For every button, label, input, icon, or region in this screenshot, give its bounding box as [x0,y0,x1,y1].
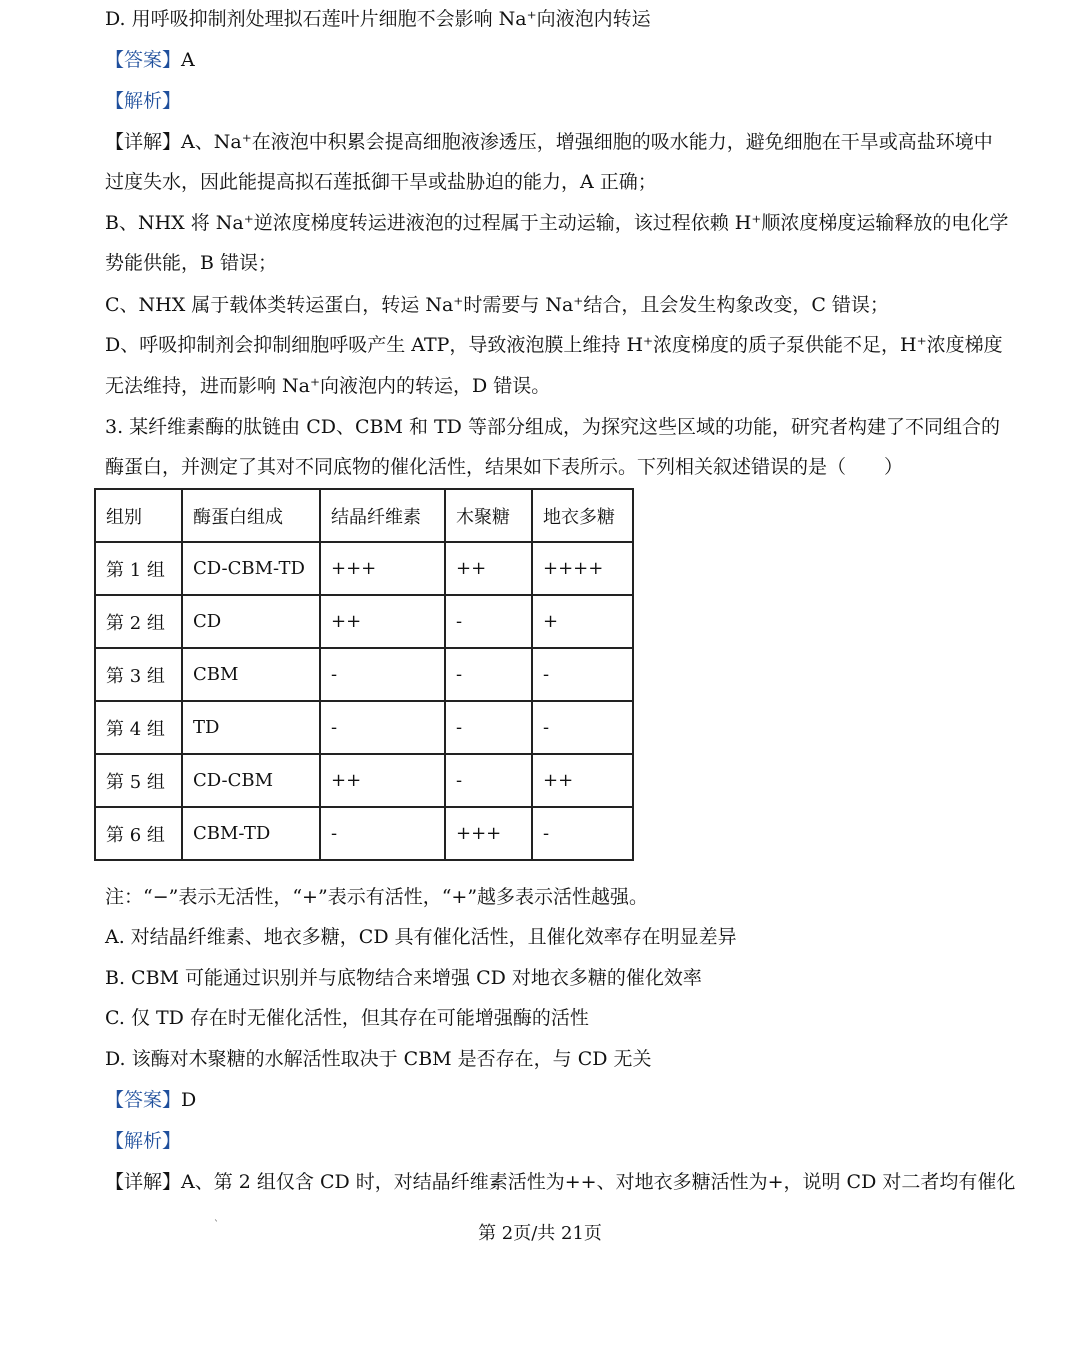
table-cell: ++ [320,754,445,807]
analysis-heading-1: 【解析】 [105,90,182,112]
table-row [95,595,633,648]
table-cell: 第 6 组 [95,807,182,860]
table-cell: ++++ [532,542,633,595]
option-b: B. CBM 可能通过识别并与底物结合来增强 CD 对地衣多糖的催化效率 [105,967,702,989]
answer-label: 【答案】 [105,1089,182,1111]
detail-text: A、第 2 组仅含 CD 时，对结晶纤维素活性为++、对地衣多糖活性为+，说明 CD 对二者均有催化 [181,1171,1016,1193]
table-cell: - [320,648,445,701]
table-cell: - [532,807,633,860]
activity-table [94,488,634,861]
table-cell: - [445,701,532,754]
table-header-cell: 地衣多糖 [532,489,633,542]
table-cell: - [320,807,445,860]
table-cell: ++ [532,754,633,807]
table-cell: 第 5 组 [95,754,182,807]
answer-label: 【答案】 [105,49,182,71]
detail-1-line-7: 无法维持，进而影响 Na⁺向液泡内的转运，D 错误。 [105,375,551,397]
analysis-heading-2: 【解析】 [105,1130,182,1152]
table-cell: ++ [320,595,445,648]
table-row [95,807,633,860]
page-number: 第 2页/共 21页 [478,1223,602,1244]
table-cell: 第 1 组 [95,542,182,595]
option-c: C. 仅 TD 存在时无催化活性，但其存在可能增强酶的活性 [105,1007,589,1029]
detail-1-line-5: C、NHX 属于载体类转运蛋白，转运 Na⁺时需要与 Na⁺结合，且会发生构象改变，C 错误； [105,294,889,316]
detail-1-line-2: 过度失水，因此能提高拟石莲抵御干旱或盐胁迫的能力，A 正确； [105,171,657,193]
question-3-line-1: 3. 某纤维素酶的肽链由 CD、CBM 和 TD 等部分组成，为探究这些区域的功能，研究者构建了不同组合的 [105,416,1000,438]
table-cell: - [532,648,633,701]
option-d: D. 该酶对木聚糖的水解活性取决于 CBM 是否存在，与 CD 无关 [105,1048,652,1070]
detail-2-line-1 [105,1169,1015,1195]
question-3-line-2: 酶蛋白，并测定了其对不同底物的催化活性，结果如下表所示。下列相关叙述错误的是（ ） [105,456,904,478]
table-note: 注：“−”表示无活性，“+”表示有活性，“+”越多表示活性越强。 [105,886,649,908]
table-cell: +++ [320,542,445,595]
detail-text: A、Na⁺在液泡中积累会提高细胞液渗透压，增强细胞的吸水能力，避免细胞在干旱或高盐环境中 [181,131,993,153]
answer-2 [105,1087,196,1113]
table-cell: - [532,701,633,754]
table-cell: - [445,595,532,648]
detail-label: 【详解】 [105,1171,182,1193]
table-row [95,648,633,701]
table-cell: CD [182,595,320,648]
table-cell: 第 3 组 [95,648,182,701]
table-cell: CBM-TD [182,807,320,860]
table-header-row [95,489,633,542]
table-header-cell: 组别 [95,489,182,542]
answer-value: D [181,1089,197,1111]
table-cell: - [445,754,532,807]
answer-1 [105,47,195,73]
table-cell: - [445,648,532,701]
detail-1-line-6: D、呼吸抑制剂会抑制细胞呼吸产生 ATP，导致液泡膜上维持 H⁺浓度梯度的质子泵供能不足，H⁺浓度梯度 [105,334,1003,356]
detail-1-line-1 [105,129,993,155]
table-header-cell: 结晶纤维素 [320,489,445,542]
table-header-cell: 木聚糖 [445,489,532,542]
table-cell: CD-CBM-TD [182,542,320,595]
answer-value: A [181,49,195,71]
table-cell: 第 4 组 [95,701,182,754]
table-cell: + [532,595,633,648]
table-cell: - [320,701,445,754]
table-row [95,701,633,754]
table-row [95,542,633,595]
table-cell: CD-CBM [182,754,320,807]
table-cell: TD [182,701,320,754]
detail-1-line-4: 势能供能，B 错误； [105,252,278,274]
table-row [95,754,633,807]
detail-label: 【详解】 [105,131,182,153]
option-d-prev: D. 用呼吸抑制剂处理拟石莲叶片细胞不会影响 Na⁺向液泡内转运 [105,8,651,30]
table-cell: +++ [445,807,532,860]
detail-1-line-3: B、NHX 将 Na⁺逆浓度梯度转运进液泡的过程属于主动运输，该过程依赖 H⁺顺浓度梯度运输释放的电化学 [105,212,1009,234]
table-cell: 第 2 组 [95,595,182,648]
option-a: A. 对结晶纤维素、地衣多糖，CD 具有催化活性，且催化效率存在明显差异 [105,926,737,948]
table-cell: ++ [445,542,532,595]
stray-mark: ` [214,1220,219,1231]
table-header-cell: 酶蛋白组成 [182,489,320,542]
table-cell: CBM [182,648,320,701]
